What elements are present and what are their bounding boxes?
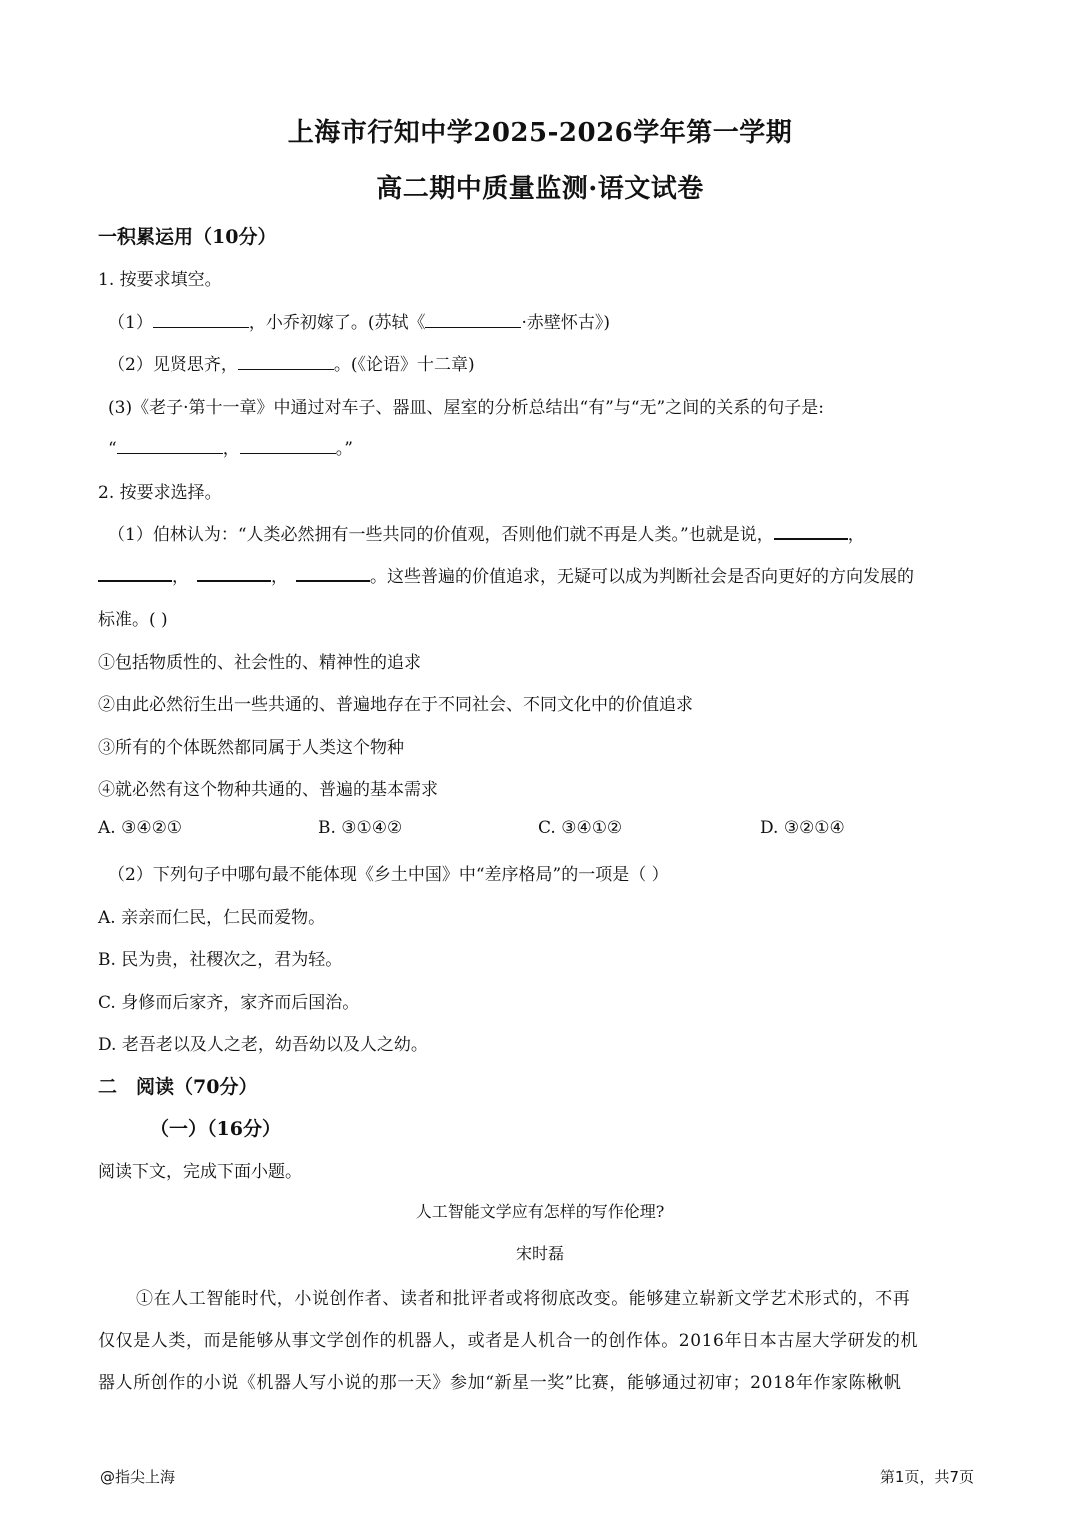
item-text: 。这些普遍的价值追求，无疑可以成为判断社会是否向更好的方向发展的 bbox=[370, 567, 914, 587]
answer-choice-a[interactable]: A. 亲亲而仁民，仁民而爱物。 bbox=[98, 908, 326, 928]
section-heading: 二 阅读（70分） bbox=[98, 1076, 258, 1098]
answer-choice-b[interactable]: B. ③①④② bbox=[318, 818, 403, 838]
choice-item-1-line1 bbox=[108, 520, 865, 545]
sentence-option-2: ②由此必然衍生出一些共通的、普遍地存在于不同社会、不同文化中的价值追求 bbox=[98, 695, 693, 715]
answer-choice-a[interactable]: A. ③④②① bbox=[98, 818, 183, 838]
choice-item-1-line2 bbox=[98, 562, 914, 587]
item-text: 。(《论语》十二章) bbox=[333, 355, 475, 375]
article-paragraph-line: ①在人工智能时代，小说创作者、读者和批评者或将彻底改变。能够建立崭新文学艺术形式的，不再 bbox=[136, 1289, 911, 1309]
subsection-heading: （一）（16分） bbox=[150, 1118, 281, 1140]
answer-blank[interactable] bbox=[153, 310, 249, 328]
page-number: 第1页，共7页 bbox=[879, 1468, 974, 1486]
fill-item-1 bbox=[108, 308, 610, 333]
answer-blank[interactable] bbox=[117, 436, 223, 454]
choice-item-1-line3: 标准。( ) bbox=[98, 610, 168, 630]
separator: ， bbox=[222, 439, 240, 459]
article-title: 人工智能文学应有怎样的写作伦理? bbox=[415, 1202, 665, 1221]
answer-blank[interactable] bbox=[240, 436, 336, 454]
sentence-option-3: ③所有的个体既然都同属于人类这个物种 bbox=[98, 738, 404, 758]
answer-choice-d[interactable]: D. 老吾老以及人之老，幼吾幼以及人之幼。 bbox=[98, 1035, 428, 1055]
sentence-option-1: ①包括物质性的、社会性的、精神性的追求 bbox=[98, 653, 421, 673]
answer-choice-b[interactable]: B. 民为贵，社稷次之，君为轻。 bbox=[98, 950, 343, 970]
answer-choice-d[interactable]: D. ③②①④ bbox=[760, 818, 845, 838]
footer-source: @指尖上海 bbox=[100, 1468, 176, 1486]
question-stem: 2. 按要求选择。 bbox=[98, 483, 222, 503]
reading-instruction: 阅读下文，完成下面小题。 bbox=[98, 1162, 302, 1182]
answer-blank[interactable] bbox=[425, 310, 521, 328]
question-stem: 1. 按要求填空。 bbox=[98, 270, 222, 290]
article-author: 宋时磊 bbox=[515, 1244, 564, 1263]
quote-mark: 。” bbox=[335, 439, 353, 459]
item-number: （1） bbox=[108, 313, 153, 333]
article-paragraph-line: 器人所创作的小说《机器人写小说的那一天》参加“新星一奖”比赛，能够通过初审；2018年作家陈楸帆 bbox=[98, 1373, 902, 1393]
page-subtitle: 高二期中质量监测·语文试卷 bbox=[376, 174, 704, 204]
item-text: （2）见贤思齐， bbox=[108, 355, 238, 375]
answer-blank[interactable] bbox=[296, 563, 370, 582]
item-text: ·赤壁怀古》) bbox=[521, 313, 611, 333]
fill-item-3: (3)《老子·第十一章》中通过对车子、器皿、屋室的分析总结出“有”与“无”之间的关系的句子是: bbox=[108, 398, 824, 418]
answer-blank[interactable] bbox=[238, 352, 334, 370]
separator: ， bbox=[172, 567, 189, 587]
answer-choice-c[interactable]: C. 身修而后家齐，家齐而后国治。 bbox=[98, 993, 360, 1013]
item-text: （1）伯林认为：“人类必然拥有一些共同的价值观，否则他们就不再是人类。”也就是说， bbox=[108, 525, 774, 545]
separator: ， bbox=[271, 567, 288, 587]
answer-blank[interactable] bbox=[197, 563, 271, 582]
question-stem: （2）下列句子中哪句最不能体现《乡土中国》中“差序格局”的一项是（ ） bbox=[108, 865, 669, 885]
section-heading: 一积累运用（10分） bbox=[98, 226, 277, 248]
item-text: ，小乔初嫁了。(苏轼《 bbox=[248, 313, 426, 333]
answer-choice-c[interactable]: C. ③④①② bbox=[538, 818, 623, 838]
answer-blank[interactable] bbox=[98, 563, 172, 582]
fill-item-3-blanks bbox=[108, 434, 353, 459]
page-title: 上海市行知中学2025-2026学年第一学期 bbox=[287, 118, 793, 148]
separator: ， bbox=[847, 525, 865, 545]
fill-item-2 bbox=[108, 350, 475, 375]
sentence-option-4: ④就必然有这个物种共通的、普遍的基本需求 bbox=[98, 780, 438, 800]
answer-blank[interactable] bbox=[774, 521, 848, 540]
quote-mark: “ bbox=[108, 439, 117, 459]
article-paragraph-line: 仅仅是人类，而是能够从事文学创作的机器人，或者是人机合一的创作体。2016年日本古屋大学研发的机 bbox=[98, 1331, 919, 1351]
